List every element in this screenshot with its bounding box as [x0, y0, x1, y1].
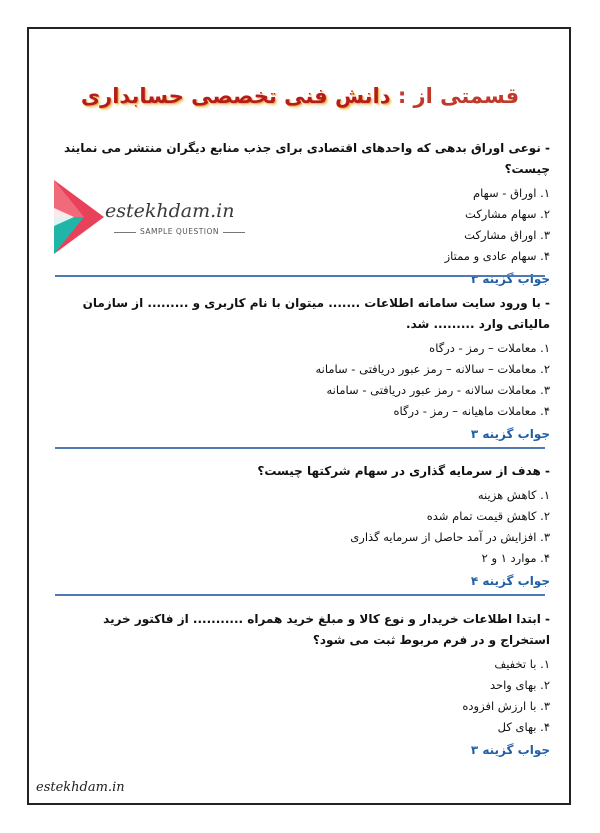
option-1: ۱. اوراق - سهام	[473, 186, 550, 200]
question-text: - هدف از سرمایه گذاری در سهام شرکتها چیست؟	[257, 464, 550, 478]
option-3: ۳. اوراق مشارکت	[464, 228, 550, 242]
question-text: - ابتدا اطلاعات خریدار و نوع کالا و مبلغ خرید همراه ........... از فاکتور خرید استخراج و در فرم مربوط ثبت می شود؟	[103, 612, 550, 647]
title-prefix: قسمتی از :	[397, 84, 520, 108]
footer-site: estekhdam.in	[36, 780, 125, 795]
title-main: دانش فنی تخصصی حسابداری	[80, 84, 391, 108]
option-3: ۳. معاملات سالانه - رمز عبور دریافتی - سامانه	[326, 383, 550, 397]
watermark-subtitle: SAMPLE QUESTION	[110, 227, 249, 236]
answer: جواب گزینه ۴	[470, 574, 550, 588]
question-text: - نوعی اوراق بدهی که واحدهای اقتصادی برای جذب منابع دیگران منتشر می نمایند چیست؟	[63, 141, 550, 176]
answer: جواب گزینه ۳	[470, 743, 550, 757]
option-4: ۴. موارد ۱ و ۲	[481, 551, 550, 565]
option-2: ۲. سهام مشارکت	[465, 207, 550, 221]
question-2	[60, 293, 550, 445]
answer: جواب گزینه ۳	[470, 272, 550, 286]
question-text: - با ورود سایت سامانه اطلاعات ....... میتوان با نام کاربری و ......... از سازمان مالیاتی وارد ......... شد.	[82, 296, 550, 331]
option-3: ۳. افزایش در آمد حاصل از سرمایه گذاری	[350, 530, 550, 544]
divider	[55, 447, 545, 449]
option-3: ۳. با ارزش افزوده	[462, 699, 550, 713]
divider	[55, 594, 545, 596]
option-4: ۴. معاملات ماهیانه – رمز - درگاه	[393, 404, 550, 418]
question-1	[60, 138, 550, 290]
option-4: ۴. بهای کل	[497, 720, 550, 734]
question-3	[60, 461, 550, 592]
question-4	[60, 609, 550, 761]
option-4: ۴. سهام عادی و ممتاز	[444, 249, 550, 263]
option-1: ۱. با تخفیف	[494, 657, 550, 671]
option-2: ۲. بهای واحد	[489, 678, 550, 692]
option-1: ۱. معاملات – رمز - درگاه	[429, 341, 550, 355]
page-title	[0, 84, 600, 108]
answer: جواب گزینه ۳	[470, 427, 550, 441]
option-1: ۱. کاهش هزینه	[477, 488, 550, 502]
option-2: ۲. معاملات – سالانه – رمز عبور دریافتی - سامانه	[315, 362, 550, 376]
divider	[55, 275, 545, 277]
option-2: ۲. کاهش قیمت تمام شده	[426, 509, 550, 523]
watermark-site: estekhdam.in	[105, 200, 235, 222]
